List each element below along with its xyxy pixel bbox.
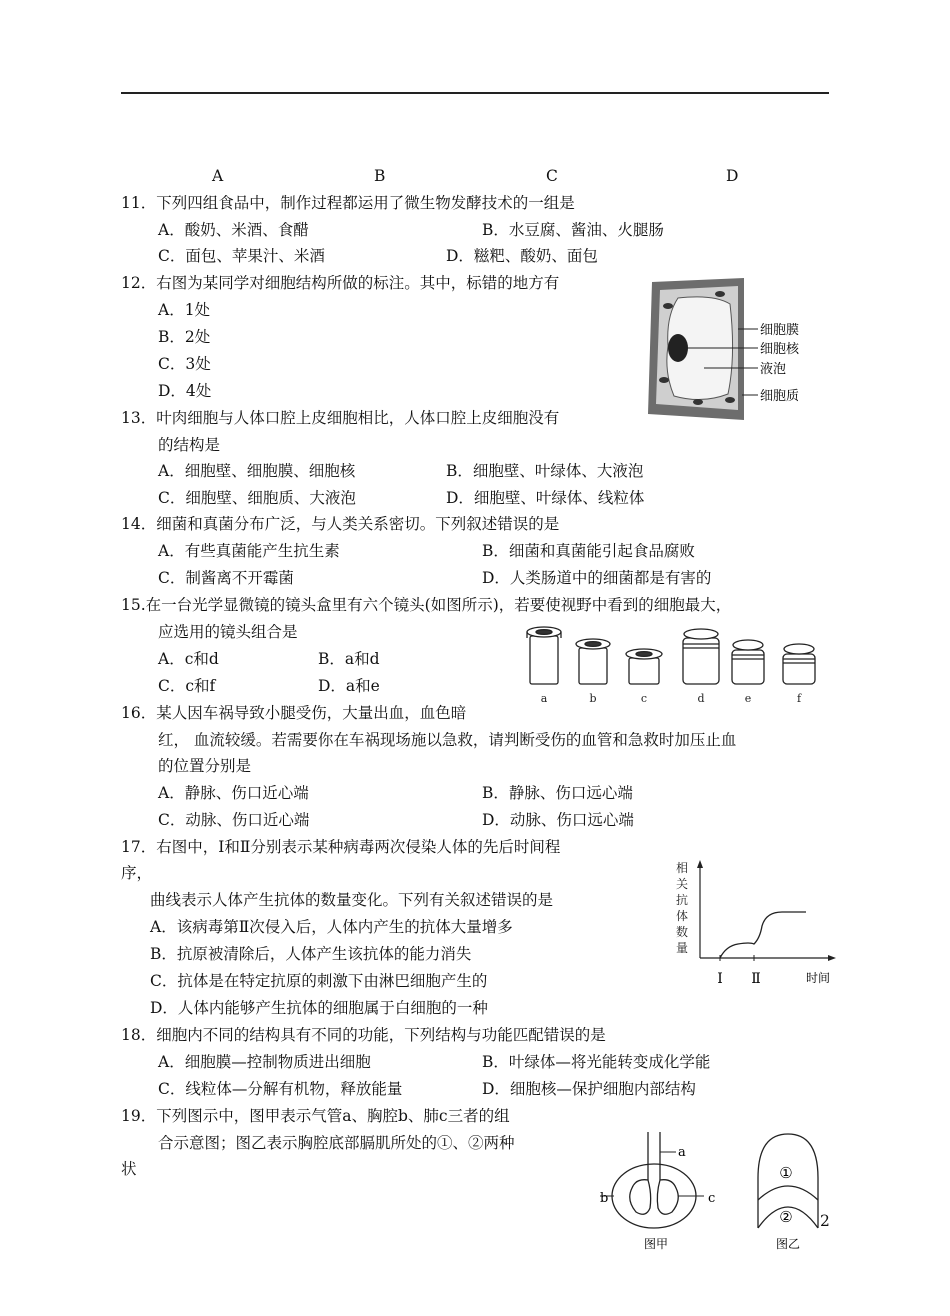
q12-option-c: C．3处 [158, 355, 211, 373]
q11-option-b: B．水豆腐、酱油、火腿肠 [482, 221, 664, 239]
choice-letter-b: B [374, 167, 386, 185]
q15-stem-cont: 应选用的镜头组合是 [158, 623, 298, 641]
y-label-char-1: 相 [675, 861, 689, 875]
q18-option-b: B．叶绿体—将光能转变成化学能 [482, 1053, 711, 1071]
q19-stem: 19．下列图示中，图甲表示气管a、胸腔b、肺c三者的组 [121, 1107, 510, 1125]
cell-diagram [644, 276, 844, 424]
lens-label-a: a [540, 692, 548, 705]
lens-label-f: f [796, 692, 802, 705]
q11-option-a: A．酸奶、米酒、食醋 [158, 221, 309, 239]
lens-label-b: b [589, 692, 597, 705]
q12-option-b: B．2处 [158, 328, 211, 346]
q11-option-c: C．面包、苹果汁、米酒 [158, 247, 325, 265]
q14-option-a: A．有些真菌能产生抗生素 [158, 542, 340, 560]
lens-label-d: d [697, 692, 705, 705]
y-label-char-3: 抗 [675, 893, 689, 907]
diagram-a-caption: 图甲 [643, 1237, 669, 1251]
q13-option-b: B．细胞壁、叶绿体、大液泡 [446, 462, 644, 480]
diagram-a-label-a: a [678, 1145, 686, 1160]
q17-stem-cont: 序， [121, 864, 153, 882]
diagram-b-label-2: ② [779, 1208, 793, 1226]
q14-option-d: D．人类肠道中的细菌都是有害的 [482, 569, 712, 587]
cell-label-vacuole: 液泡 [760, 362, 787, 377]
x-tick-2: Ⅱ [751, 971, 761, 987]
q17-stem-cont2: 曲线表示人体产生抗体的数量变化。下列有关叙述错误的是 [150, 891, 554, 909]
q16-option-b: B．静脉、伤口远心端 [482, 784, 633, 802]
page-number: 2 [820, 1212, 830, 1230]
diagram-a-label-c: c [708, 1191, 716, 1206]
q13-stem: 13．叶肉细胞与人体口腔上皮细胞相比，人体口腔上皮细胞没有 [121, 409, 560, 427]
q12-stem: 12．右图为某同学对细胞结构所做的标注。其中，标错的地方有 [121, 274, 560, 292]
q16-stem: 16．某人因车祸导致小腿受伤，大量出血，血色暗 [121, 704, 467, 722]
q18-stem: 18．细胞内不同的结构具有不同的功能，下列结构与功能匹配错误的是 [121, 1026, 606, 1044]
cell-label-membrane: 细胞膜 [760, 323, 800, 338]
diagram-a-label-b: b [600, 1191, 609, 1206]
y-label-char-5: 数 [675, 925, 689, 939]
y-label-char-2: 关 [675, 877, 689, 891]
q15-option-d: D．a和e [318, 677, 380, 695]
q15-stem: 15.在一台光学显微镜的镜头盒里有六个镜头(如图所示)，若要使视野中看到的细胞最大， [121, 596, 732, 614]
x-axis-label: 时间 [805, 971, 831, 985]
microscope-lenses [522, 622, 822, 708]
q16-option-c: C．动脉、伤口近心端 [158, 811, 310, 829]
thorax-diagram-b [748, 1128, 822, 1254]
q16-option-d: D．动脉、伤口远心端 [482, 811, 634, 829]
q11-option-d: D．糍粑、酸奶、面包 [446, 247, 598, 265]
q13-option-a: A．细胞壁、细胞膜、细胞核 [158, 462, 356, 480]
q17-stem: 17．右图中，Ⅰ和Ⅱ分别表示某种病毒两次侵染人体的先后时间程 [121, 838, 561, 856]
q13-stem-cont: 的结构是 [158, 436, 221, 454]
q18-option-d: D．细胞核—保护细胞内部结构 [482, 1080, 696, 1098]
q17-option-a: A．该病毒第Ⅱ次侵入后，人体内产生的抗体大量增多 [150, 918, 513, 936]
y-label-char-4: 体 [675, 909, 689, 923]
lens-label-c: c [640, 692, 648, 705]
q17-option-c: C．抗体是在特定抗原的刺激下由淋巴细胞产生的 [150, 972, 488, 990]
x-tick-1: Ⅰ [717, 971, 723, 987]
lens-label-e: e [744, 692, 752, 705]
q14-option-b: B．细菌和真菌能引起食品腐败 [482, 542, 695, 560]
diagram-b-caption: 图乙 [775, 1237, 801, 1251]
thorax-diagram-a [592, 1128, 742, 1254]
choice-letter-d: D [726, 167, 739, 185]
q16-option-a: A．静脉、伤口近心端 [158, 784, 309, 802]
choice-letter-c: C [546, 167, 558, 185]
q17-option-b: B．抗原被清除后，人体产生该抗体的能力消失 [150, 945, 472, 963]
q18-option-c: C．线粒体—分解有机物，释放能量 [158, 1080, 403, 1098]
q12-option-d: D．4处 [158, 382, 212, 400]
q16-stem-cont: 红， 血流较缓。若需要你在车祸现场施以急救，请判断受伤的血管和急救时加压止血 [158, 731, 737, 749]
q13-option-c: C．细胞壁、细胞质、大液泡 [158, 489, 356, 507]
q17-option-d: D．人体内能够产生抗体的细胞属于白细胞的一种 [150, 999, 488, 1017]
q15-option-c: C．c和f [158, 677, 216, 695]
q12-option-a: A．1处 [158, 301, 211, 319]
q11-stem: 11．下列四组食品中，制作过程都运用了微生物发酵技术的一组是 [121, 194, 575, 212]
y-label-char-6: 量 [675, 941, 689, 955]
q19-stem-cont: 合示意图；图乙表示胸腔底部膈肌所处的①、②两种 [158, 1134, 515, 1152]
q13-option-d: D．细胞壁、叶绿体、线粒体 [446, 489, 645, 507]
choice-letter-a: A [212, 167, 224, 185]
q14-stem: 14．细菌和真菌分布广泛，与人类关系密切。下列叙述错误的是 [121, 515, 560, 533]
q14-option-c: C．制酱离不开霉菌 [158, 569, 294, 587]
q19-stem-cont2: 状 [121, 1160, 137, 1178]
q16-stem-cont2: 的位置分别是 [158, 757, 252, 775]
header-rule [121, 92, 829, 94]
q15-option-b: B．a和d [318, 650, 380, 668]
q18-option-a: A．细胞膜—控制物质进出细胞 [158, 1053, 371, 1071]
antibody-graph [670, 858, 840, 990]
diagram-b-label-1: ① [779, 1164, 793, 1182]
q15-option-a: A．c和d [158, 650, 219, 668]
cell-label-cytoplasm: 细胞质 [760, 389, 800, 404]
cell-label-nucleus: 细胞核 [760, 342, 800, 357]
